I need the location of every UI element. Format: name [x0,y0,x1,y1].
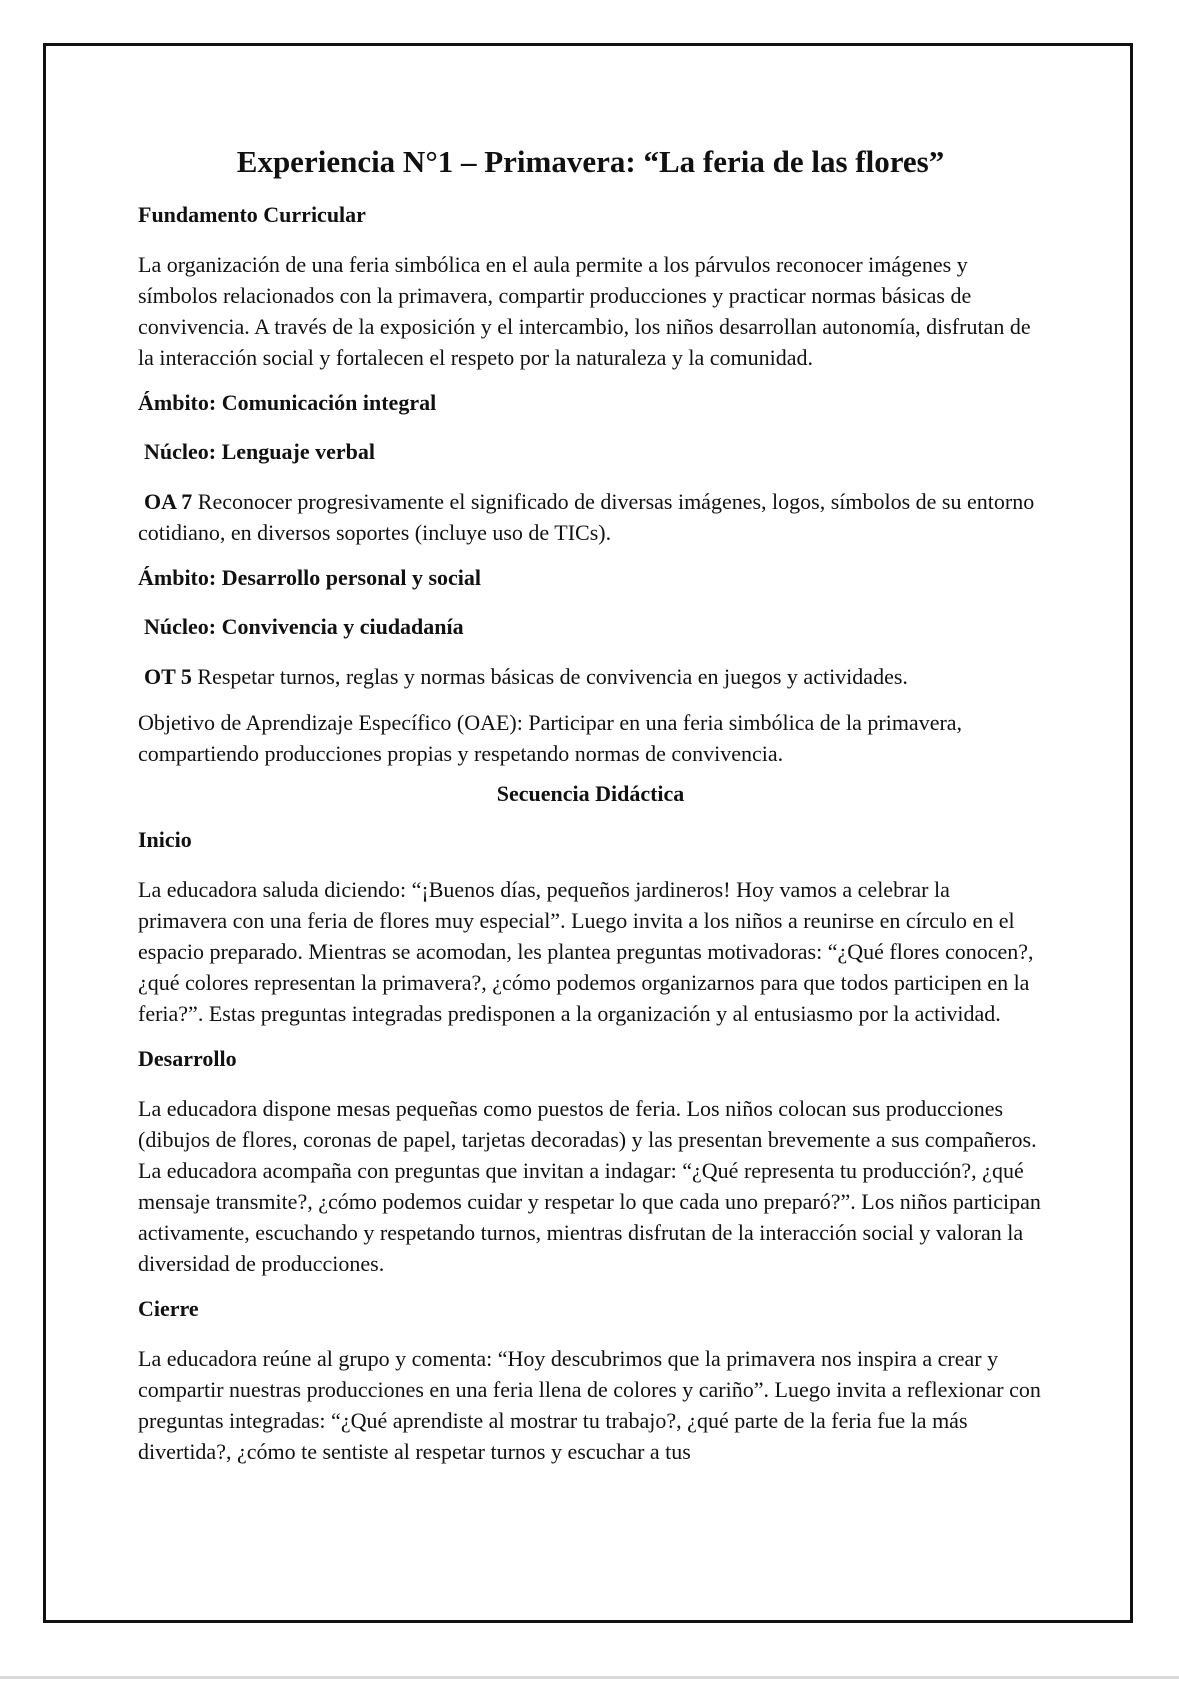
page-title: Experiencia N°1 – Primavera: “La feria de las flores” [236,144,945,179]
nucleo-lenguaje-heading: Núcleo: Lenguaje verbal [144,439,375,464]
oa7-text: Reconocer progresivamente el significado de diversas imágenes, logos, símbolos de su entorno cotidiano, en diversos soportes (incluye uso de TICs). [138,489,1035,545]
ambito-desarrollo-heading: Ámbito: Desarrollo personal y social [138,565,482,590]
cierre-text: La educadora reúne al grupo y comenta: “Hoy descubrimos que la primavera nos inspira a crear y compartir nuestras producciones en una feria llena de colores y cariño”. Luego invita a reflexionar con preguntas integradas: “¿Qué aprendiste al mostrar tu trabajo?, ¿qué parte de la feria fue la más divertida?, ¿cómo te sentiste al respetar turnos y escuchar a tus [138,1346,1041,1464]
page-bottom-divider [0,1676,1179,1679]
desarrollo-text: La educadora dispone mesas pequeñas como puestos de feria. Los niños colocan sus producciones (dibujos de flores, coronas de papel, tarjetas decoradas) y las presentan brevemente a sus compañeros. La educadora acompaña con preguntas que invitan a indagar: “¿Qué representa tu producción?, ¿qué mensaje transmite?, ¿cómo podemos cuidar y respetar lo que cada uno preparó?”. Los niños participan activamente, escuchando y respetando turnos, mientras disfrutan de la interacción social y valoran la diversidad de producciones. [138,1096,1041,1276]
ot5-label: OT 5 [144,664,192,689]
cierre-heading: Cierre [138,1296,199,1321]
nucleo-convivencia-heading: Núcleo: Convivencia y ciudadanía [144,614,464,639]
ot5-text: Respetar turnos, reglas y normas básicas de convivencia en juegos y actividades. [191,664,908,689]
oa7-label: OA 7 [144,489,193,514]
fundamento-text: La organización de una feria simbólica en el aula permite a los párvulos reconocer imágenes y símbolos relacionados con la primavera, compartir producciones y practicar normas básicas de convivencia. A través de la exposición y el intercambio, los niños desarrollan autonomía, disfrutan de la interacción social y fortalecen el respeto por la naturaleza y la comunidad. [138,252,1031,370]
inicio-text: La educadora saluda diciendo: “¡Buenos días, pequeños jardineros! Hoy vamos a celebrar la primavera con una feria de flores muy especial”. Luego invita a los niños a reunirse en círculo en el espacio preparado. Mientras se acomodan, les plantea preguntas motivadoras: “¿Qué flores conocen?, ¿qué colores representan la primavera?, ¿cómo podemos organizarnos para que todos participen en la feria?”. Estas preguntas integradas predisponen a la organización y al entusiasmo por la actividad. [138,877,1034,1026]
oa7-paragraph [138,486,1043,548]
ot5-paragraph [138,661,1043,692]
oae-text: Objetivo de Aprendizaje Específico (OAE): Participar en una feria simbólica de la primavera, compartiendo producciones propias y respetando normas de convivencia. [138,710,963,766]
fundamento-heading: Fundamento Curricular [138,202,366,227]
inicio-heading: Inicio [138,827,192,852]
document-body [138,138,1043,1482]
secuencia-heading: Secuencia Didáctica [496,781,685,806]
ambito-comunicacion-heading: Ámbito: Comunicación integral [138,390,437,415]
desarrollo-heading: Desarrollo [138,1046,237,1071]
